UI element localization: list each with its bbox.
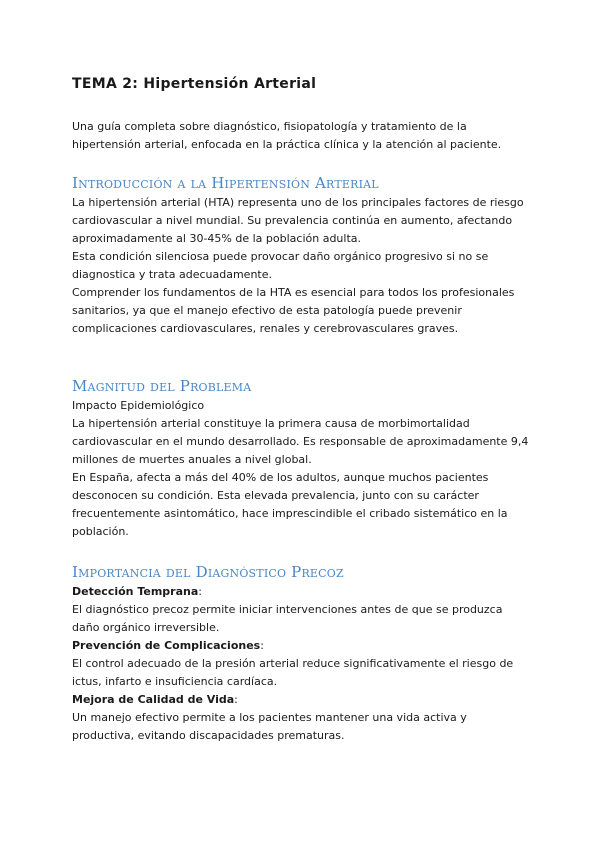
document-title: TEMA 2: Hipertensión Arterial <box>72 76 317 92</box>
item-label-text: Mejora de Calidad de Vida <box>72 693 235 706</box>
section-heading: Magnitud del Problema <box>72 377 252 395</box>
section-heading: Introducción a la Hipertensión Arterial <box>72 174 379 192</box>
paragraph: Esta condición silenciosa puede provocar daño orgánico progresivo si no se diagnostica y trata adecuadamente. <box>72 250 489 281</box>
item-text: El diagnóstico precoz permite iniciar intervenciones antes de que se produzca daño orgánico irreversible. <box>72 603 503 634</box>
section-diagnostico <box>72 563 532 745</box>
section-heading: Importancia del Diagnóstico Precoz <box>72 563 344 581</box>
item-label-text: Prevención de Complicaciones <box>72 639 261 652</box>
item-text: El control adecuado de la presión arterial reduce significativamente el riesgo de ictus, infarto e insuficiencia cardíaca. <box>72 657 514 688</box>
paragraph: La hipertensión arterial (HTA) representa uno de los principales factores de riesgo cardiovascular a nivel mundial. Su prevalencia continúa en aumento, afectando aproximadamente al 30-45% de la población adulta. <box>72 196 524 245</box>
item-text: Un manejo efectivo permite a los pacientes mantener una vida activa y productiva, evitando discapacidades prematuras. <box>72 711 467 742</box>
item-label: Prevención de Complicaciones: <box>72 639 264 652</box>
item-label: Mejora de Calidad de Vida: <box>72 693 238 706</box>
item-label-text: Detección Temprana <box>72 585 199 598</box>
subheading: Impacto Epidemiológico <box>72 399 205 412</box>
document-intro: Una guía completa sobre diagnóstico, fisiopatología y tratamiento de la hipertensión arterial, enfocada en la práctica clínica y la atención al paciente. <box>72 120 502 151</box>
paragraph: En España, afecta a más del 40% de los adultos, aunque muchos pacientes desconocen su condición. Esta elevada prevalencia, junto con su carácter frecuentemente asintomático, hace imprescindible el cribado sistemático en la población. <box>72 471 508 538</box>
item-label: Detección Temprana: <box>72 585 202 598</box>
section-introduccion <box>72 174 532 338</box>
section-magnitud <box>72 377 532 541</box>
paragraph: La hipertensión arterial constituye la primera causa de morbimortalidad cardiovascular en el mundo desarrollado. Es responsable de aproximadamente 9,4 millones de muertes anuales a nivel global. <box>72 417 529 466</box>
paragraph: Comprender los fundamentos de la HTA es esencial para todos los profesionales sanitarios, ya que el manejo efectivo de esta patología puede prevenir complicaciones cardiovasculares, renales y cerebrovasculares graves. <box>72 286 515 335</box>
